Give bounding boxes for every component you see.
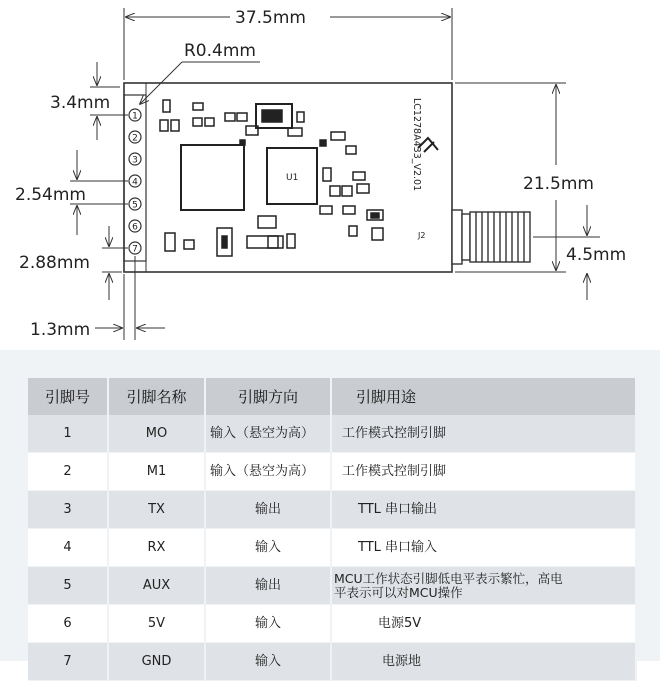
radius-dimension-label: R0.4mm [184, 41, 256, 61]
pin-name-cell: TX [108, 491, 205, 529]
u1-label: U1 [286, 173, 299, 183]
antenna-dimension-label: 4.5mm [566, 245, 627, 265]
pin-number-cell: 3 [28, 491, 108, 529]
top-offset-dimension-label: 3.4mm [50, 93, 111, 113]
table-row [28, 415, 636, 453]
pin-name-cell: RX [108, 529, 205, 567]
table-row [28, 491, 636, 529]
header-pin-number: 引脚号 [28, 378, 108, 415]
bottom-offset-dimension-label: 2.88mm [19, 253, 90, 273]
pin-number-cell: 2 [28, 453, 108, 491]
pin-label: 5 [132, 200, 138, 211]
pin-name-cell: GND [108, 643, 205, 681]
table-row [28, 605, 636, 643]
pin-direction-cell: 输入 [205, 643, 331, 681]
pin-usage-line: 平表示可以对MCU操作 [334, 584, 463, 600]
left-offset-dimension-label: 1.3mm [30, 320, 91, 340]
pin-label: 7 [132, 244, 138, 255]
pin-direction-cell: 输入 [205, 529, 331, 567]
pin-direction-cell: 输入（悬空为高） [205, 453, 331, 491]
table-row [28, 453, 636, 491]
pin-usage-cell: 电源5V [331, 605, 636, 643]
antenna-connector [452, 210, 530, 264]
header-pin-usage: 引脚用途 [331, 378, 636, 415]
pin-number-cell: 6 [28, 605, 108, 643]
pin-usage-cell: TTL 串口输出 [331, 491, 636, 529]
board-model-label: LC1278A433_V2.01 [411, 98, 422, 192]
pin-label: 1 [132, 111, 138, 122]
j2-label: J2 [418, 231, 426, 240]
table-row [28, 529, 636, 567]
height-dimension-label: 21.5mm [523, 174, 594, 194]
pin-usage-cell: 工作模式控制引脚 [331, 453, 636, 491]
pin-number-cell: 4 [28, 529, 108, 567]
pin-label: 3 [132, 155, 138, 166]
table-row [28, 567, 636, 605]
pin-usage-cell: TTL 串口输入 [331, 529, 636, 567]
pin-name-cell: M1 [108, 453, 205, 491]
pin-direction-cell: 输出 [205, 491, 331, 529]
pin-label: 6 [132, 222, 138, 233]
pin-usage-line: MCU工作状态引脚低电平表示繁忙，高电 [334, 570, 563, 586]
pin-label: 4 [132, 177, 138, 188]
table-row [28, 643, 636, 681]
pin-direction-cell: 输入 [205, 605, 331, 643]
pin-pitch-dimension-label: 2.54mm [15, 185, 86, 205]
pin-label: 2 [132, 133, 138, 144]
pin-name-cell: AUX [108, 567, 205, 605]
pin-usage-cell [331, 567, 636, 605]
pin-direction-cell: 输出 [205, 567, 331, 605]
pin-table-panel [0, 350, 660, 669]
pin-table-header [28, 378, 636, 415]
pin-number-cell: 5 [28, 567, 108, 605]
pin-name-cell: MO [108, 415, 205, 453]
pin-direction-cell: 输入（悬空为高） [205, 415, 331, 453]
pin-table [28, 378, 637, 681]
pin-usage-cell: 电源地 [331, 643, 636, 681]
header-pin-direction: 引脚方向 [205, 378, 331, 415]
header-pin-name: 引脚名称 [108, 378, 205, 415]
width-dimension-label: 37.5mm [235, 8, 306, 28]
pin-number-cell: 7 [28, 643, 108, 681]
pin-usage-cell: 工作模式控制引脚 [331, 415, 636, 453]
pin-name-cell: 5V [108, 605, 205, 643]
pin-number-cell: 1 [28, 415, 108, 453]
